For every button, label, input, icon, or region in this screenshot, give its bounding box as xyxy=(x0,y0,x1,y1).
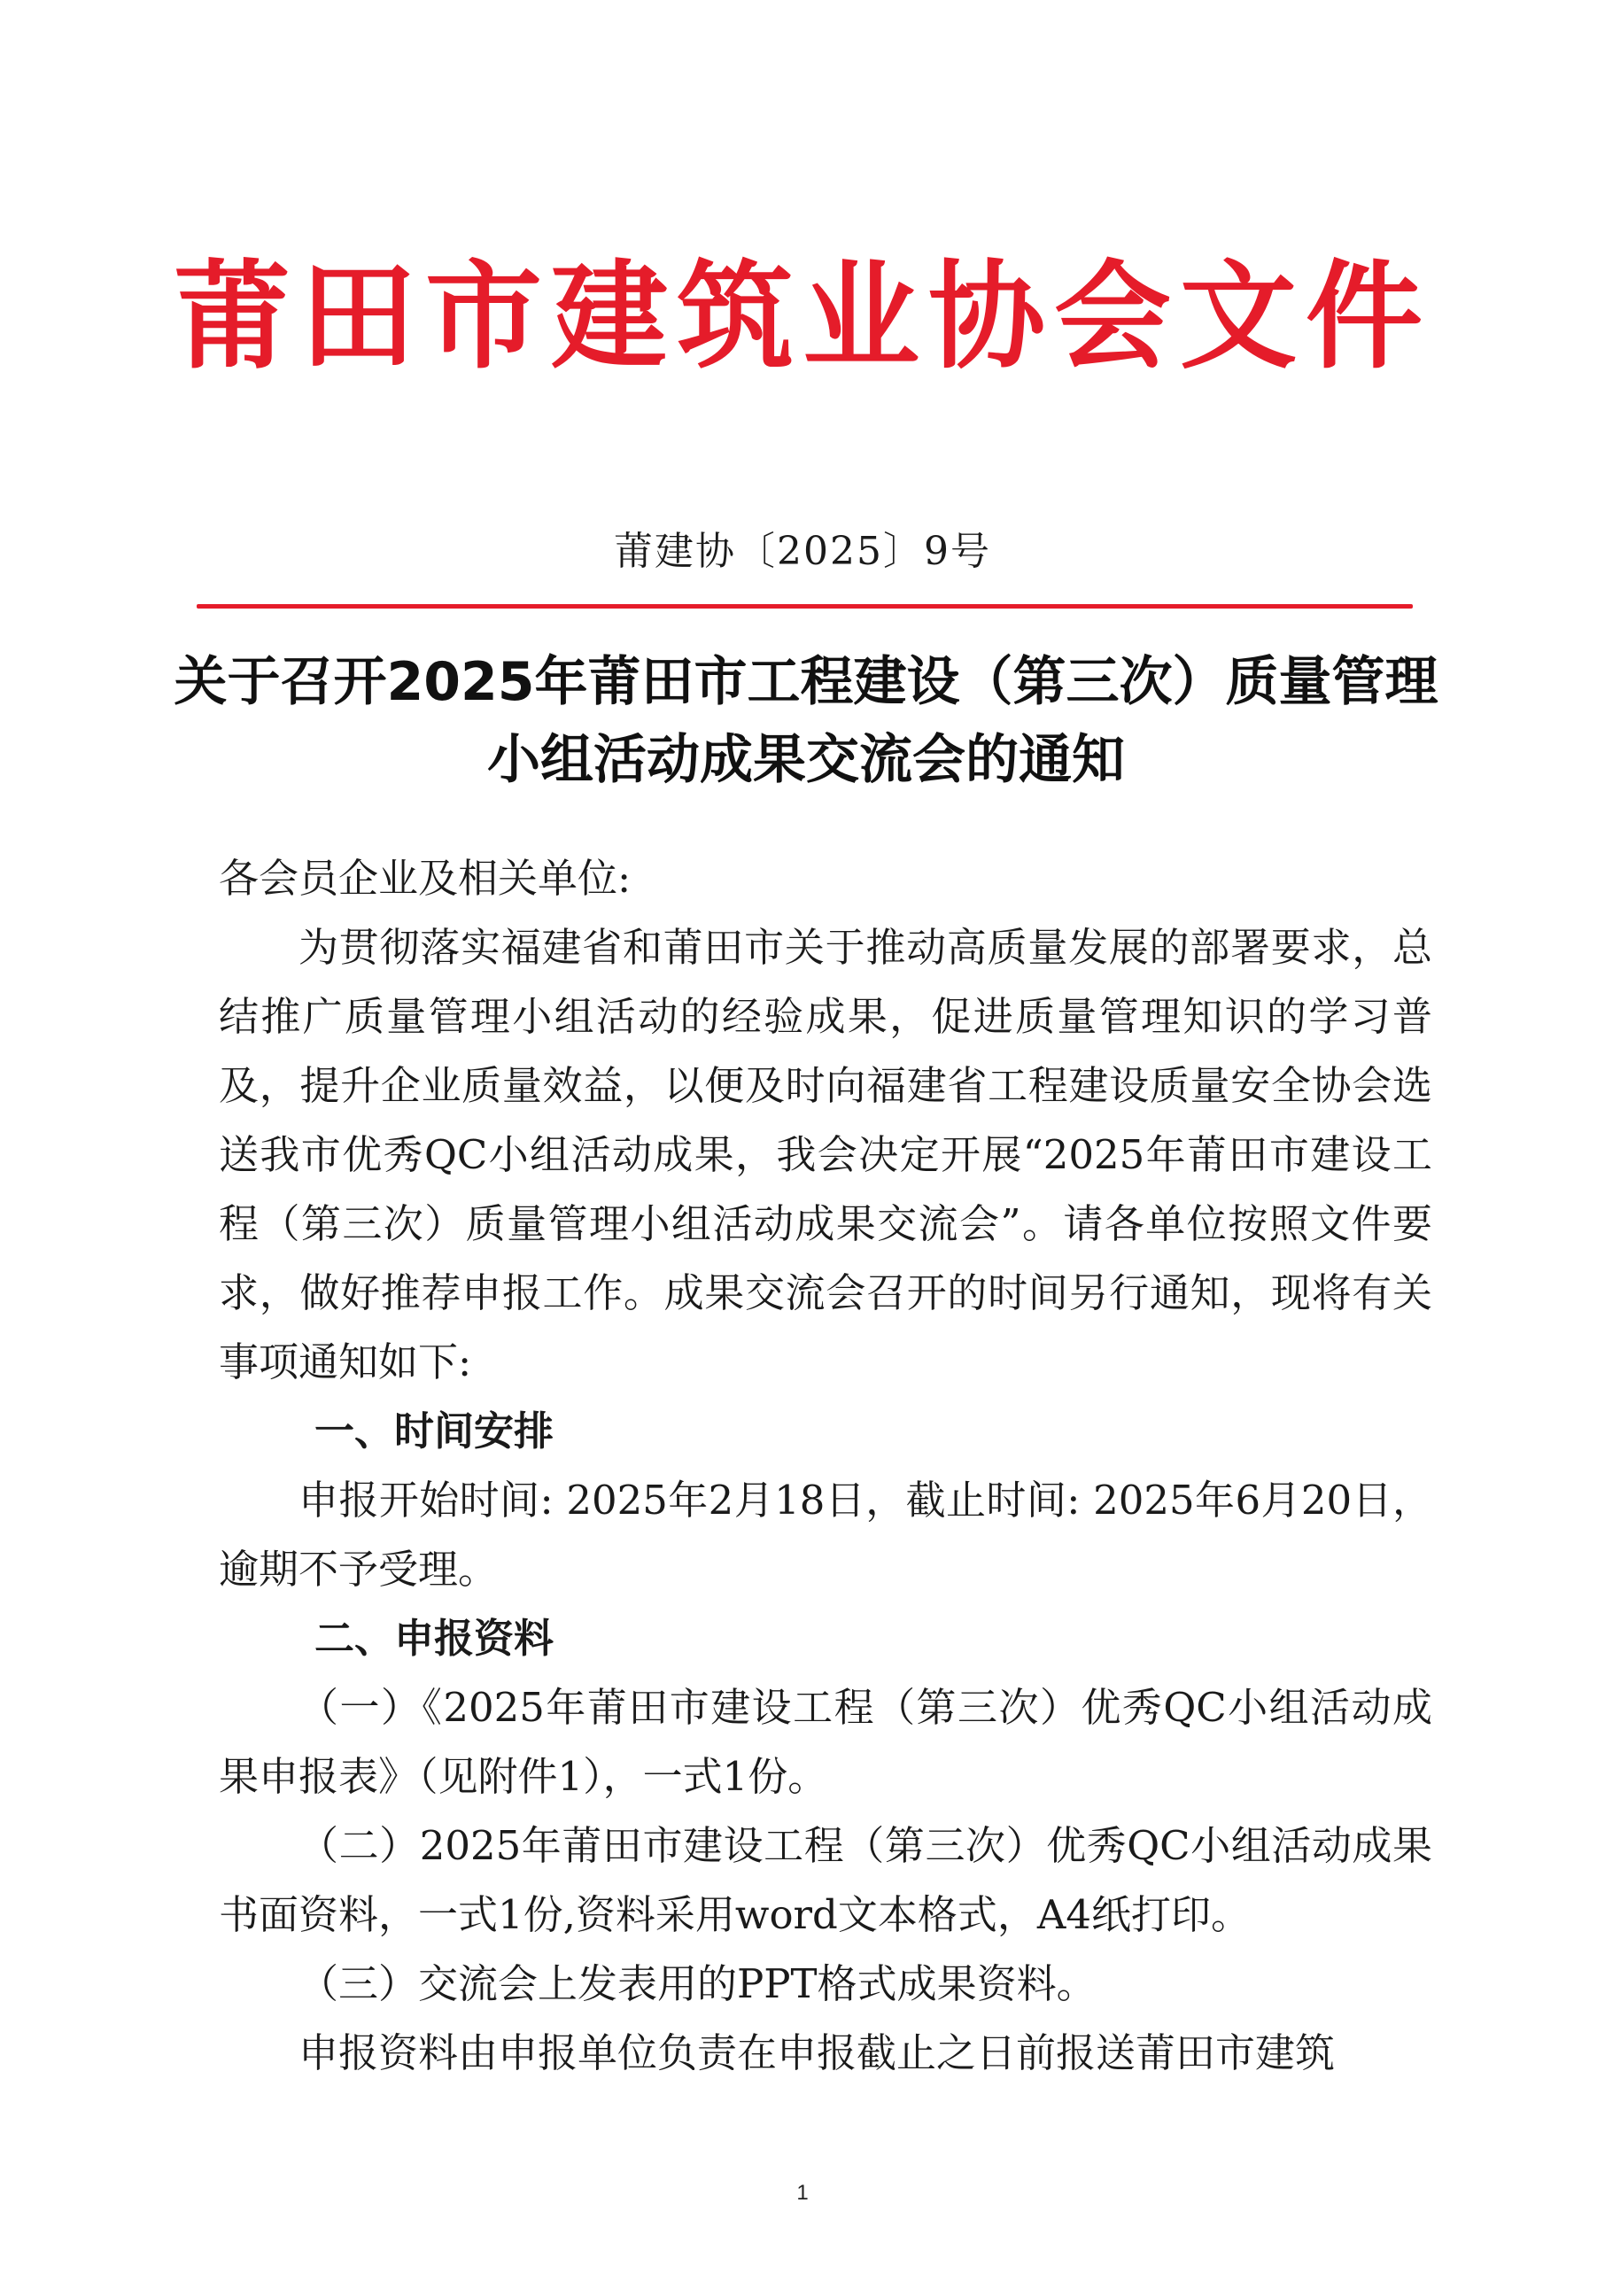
materials-item-2: （二）2025年莆田市建设工程（第三次）优秀QC小组活动成果书面资料，一式1份,资料采用word文本格式，A4纸打印。 xyxy=(219,1822,1432,1938)
masthead-title: 莆田市建筑业协会文件 xyxy=(174,248,1431,385)
page-number: 1 xyxy=(796,2181,809,2205)
submission-paragraph: 申报资料由申报单位负责在申报截止之日前报送莆田市建筑 xyxy=(299,2029,1336,2076)
intro-paragraph: 为贯彻落实福建省和莆田市关于推动高质量发展的部署要求，总结推广质量管理小组活动的经验成果，促进质量管理知识的学习普及，提升企业质量效益，以便及时向福建省工程建设质量安全协会选送我市优秀QC小组活动成果，我会决定开展“2025年莆田市建设工程（第三次）质量管理小组活动成果交流会”。请各单位按照文件要求，做好推荐申报工作。成果交流会召开的时间另行通知，现将有关事项通知如下: xyxy=(219,924,1432,1385)
section-heading-schedule: 一、时间安排 xyxy=(314,1408,554,1454)
materials-item-3: （三）交流会上发表用的PPT格式成果资料。 xyxy=(299,1960,1097,2007)
section-heading-materials: 二、申报资料 xyxy=(314,1615,554,1662)
document-number: 莆建协〔2025〕9号 xyxy=(614,529,991,574)
schedule-paragraph: 申报开始时间: 2025年2月18日，截止时间: 2025年6月20日，逾期不予受理。 xyxy=(219,1477,1432,1593)
salutation: 各会员企业及相关单位: xyxy=(219,855,632,902)
notice-body xyxy=(219,844,1432,2088)
red-divider-line xyxy=(197,604,1413,609)
materials-item-1: （一）《2025年莆田市建设工程（第三次）优秀QC小组活动成果申报表》（见附件1），一式1份。 xyxy=(219,1684,1432,1800)
notice-title: 关于召开2025年莆田市工程建设（第三次）质量管理小组活动成果交流会的通知 xyxy=(174,651,1438,791)
